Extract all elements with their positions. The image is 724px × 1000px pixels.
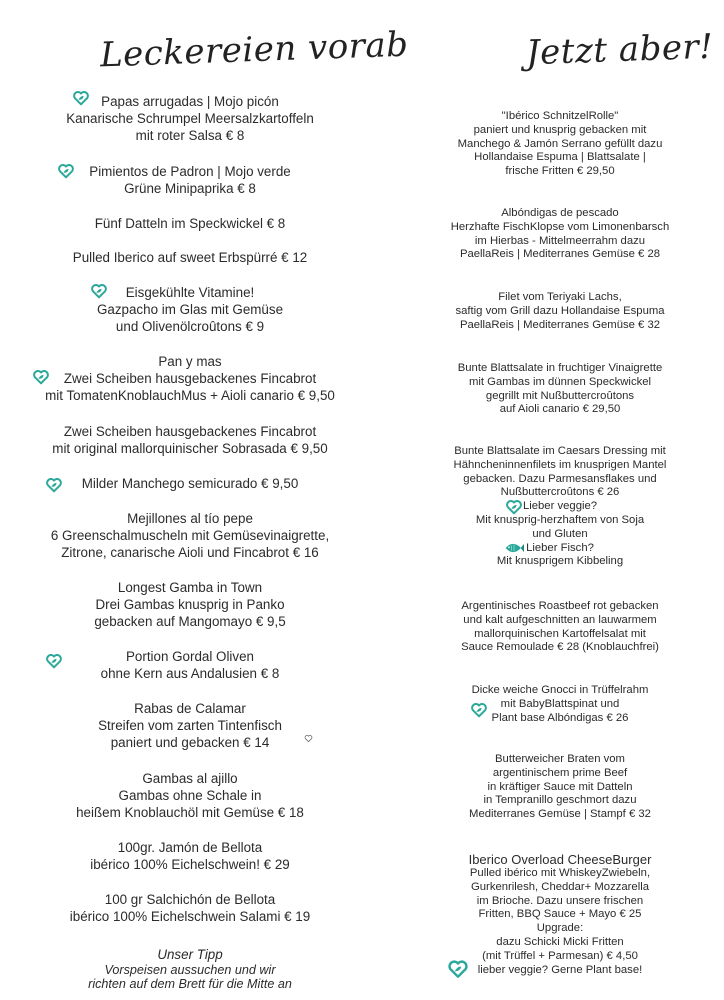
menu-item	[410, 291, 710, 332]
item-line: Zitrone, canarische Aioli und Fincabrot € 16	[61, 545, 319, 561]
item-line: 100 gr Salchichón de Bellota	[104, 892, 276, 907]
item-line: Gurkenrilesh, Cheddar+ Mozzarella	[470, 880, 649, 893]
item-line: Hollandaise Espuma | Blattsalate |	[474, 151, 646, 164]
item-line: Sauce Remoulade € 28 (Knoblauchfrei)	[461, 641, 659, 654]
tip-title: Unser Tipp	[157, 947, 223, 962]
item-line: Herzhafte FischKlopse vom Limonenbarsch	[450, 220, 670, 233]
small-heart-outline-icon	[304, 734, 313, 743]
item-line: PaellaReis | Mediterranes Gemüse € 32	[459, 318, 661, 331]
menu-item	[410, 110, 710, 179]
left-section-heading: Leckereien vorab	[99, 24, 410, 76]
menu-item	[410, 362, 710, 417]
item-line: Lieber veggie?	[522, 500, 598, 513]
item-line: Nußbuttercroûtons € 26	[500, 486, 620, 499]
item-line: argentinischem prime Beef	[492, 766, 628, 779]
fish-icon	[504, 541, 524, 555]
item-line: gegrillt mit Nußbuttercroûtons	[485, 389, 635, 402]
menu-item	[410, 207, 710, 262]
item-line: Dicke weiche Gnocci in Trüffelrahm	[471, 684, 649, 696]
menu-item	[410, 684, 710, 725]
item-line: 100gr. Jamón de Bellota	[117, 840, 263, 855]
item-line: Grüne Minipaprika € 8	[124, 181, 256, 197]
item-line: Manchego & Jamón Serrano gefüllt dazu	[457, 137, 663, 150]
item-line: Eisgekühlte Vitamine!	[125, 285, 255, 300]
item-line: Pulled ibérico mit WhiskeyZwiebeln,	[469, 867, 651, 879]
item-line: Milder Manchego semicurado € 9,50	[81, 476, 299, 491]
veggie-heart-icon	[470, 701, 488, 719]
item-line: "Ibérico SchnitzelRolle"	[501, 110, 619, 122]
item-line: gebacken auf Mangomayo € 9,5	[94, 614, 286, 630]
item-line: Longest Gamba in Town	[117, 580, 263, 595]
item-line: Pan y mas	[158, 354, 222, 369]
item-line: Mejillones al tío pepe	[127, 511, 253, 526]
item-line: Rabas de Calamar	[134, 701, 246, 716]
item-line: mit BabyBlattspinat und	[500, 697, 620, 710]
item-line: lieber veggie? Gerne Plant base!	[477, 963, 643, 976]
item-line: frische Fritten € 29,50	[505, 165, 615, 178]
menu-item	[20, 770, 360, 822]
veggie-heart-icon	[57, 162, 75, 180]
menu-item	[410, 445, 710, 569]
item-line: Mediterranes Gemüse | Stampf € 32	[469, 808, 651, 821]
tip-line: richten auf dem Brett für die Mitte an	[88, 977, 292, 992]
menu-item	[20, 839, 360, 873]
item-line: dazu Schicki Micki Fritten	[496, 935, 624, 948]
veggie-heart-icon	[90, 282, 108, 300]
item-line: mallorquinischen Kartoffelsalat mit	[474, 627, 646, 640]
item-line: Portion Gordal Oliven	[125, 649, 254, 664]
item-line: Zwei Scheiben hausgebackenes Fincabrot	[63, 371, 317, 387]
right-section-heading: Jetzt aber!	[525, 26, 715, 74]
veggie-heart-icon	[72, 89, 90, 107]
item-line: im Hierbas - Mittelmeerrahm dazu	[474, 234, 646, 247]
menu-item	[20, 510, 360, 562]
item-line: saftig vom Grill dazu Hollandaise Espuma	[455, 304, 665, 317]
item-line: Mit knusprig-herzhaftem von Soja	[475, 513, 645, 526]
veggie-heart-icon	[447, 958, 469, 980]
item-line: mit Gambas im dünnen Speckwickel	[468, 375, 652, 388]
menu-item	[20, 891, 360, 925]
item-line: Albóndigas de pescado	[501, 207, 619, 219]
menu-item	[20, 423, 360, 457]
item-line: Gambas al ajillo	[142, 771, 238, 786]
item-line: auf Aioli canario € 29,50	[499, 403, 621, 416]
item-line: Lieber Fisch?	[526, 541, 594, 554]
veggie-heart-icon	[45, 476, 63, 494]
menu-item	[20, 284, 360, 336]
menu-item	[20, 93, 360, 145]
menu-item	[20, 648, 360, 682]
tip-box	[20, 946, 360, 991]
veggie-heart-icon	[45, 652, 63, 670]
item-line: Gambas ohne Schale in	[118, 788, 262, 804]
item-line: in kräftiger Sauce mit Datteln	[487, 780, 633, 793]
item-line: ibérico 100% Eichelschwein! € 29	[90, 857, 290, 873]
veggie-heart-icon	[32, 368, 50, 386]
item-line: Fünf Datteln im Speckwickel € 8	[94, 216, 286, 231]
menu-item	[20, 475, 360, 492]
item-line: und Olivenölcroûtons € 9	[115, 319, 265, 335]
item-line: PaellaReis | Mediterranes Gemüse € 28	[459, 248, 661, 261]
veggie-heart-icon	[505, 498, 523, 516]
menu-item	[20, 579, 360, 631]
item-line: Iberico Overload CheeseBurger	[468, 852, 652, 867]
item-line: Hähncheninnenfilets im knusprigen Mantel	[453, 458, 667, 471]
item-line: Argentinisches Roastbeef rot gebacken	[461, 600, 659, 612]
menu-item	[20, 215, 360, 232]
item-line: Upgrade:	[536, 922, 584, 935]
item-line: 6 Greenschalmuscheln mit Gemüsevinaigrette,	[50, 528, 330, 544]
item-line: Bunte Blattsalate in fruchtiger Vinaigrette	[457, 362, 663, 374]
item-line: mit roter Salsa € 8	[135, 128, 245, 144]
menu-item	[20, 353, 360, 405]
item-line: mit TomatenKnoblauchMus + Aioli canario € 9,50	[45, 388, 335, 404]
item-line: Pulled Iberico auf sweet Erbspürré € 12	[72, 250, 308, 265]
item-line: Kanarische Schrumpel Meersalzkartoffeln	[66, 111, 314, 127]
item-line: Pimientos de Padron | Mojo verde	[89, 164, 291, 179]
menu-item	[410, 753, 710, 822]
item-line: in Tempranillo geschmort dazu	[483, 794, 637, 807]
item-line: Plant base Albóndigas € 26	[491, 711, 629, 724]
item-line: Filet vom Teriyaki Lachs,	[498, 291, 622, 303]
menu-item	[20, 249, 360, 266]
item-line: paniert und gebacken € 14	[110, 735, 270, 751]
item-line: Papas arrugadas | Mojo picón	[101, 94, 279, 109]
item-line: ibérico 100% Eichelschwein Salami € 19	[69, 909, 311, 925]
item-line: Bunte Blattsalate im Caesars Dressing mit	[454, 445, 666, 457]
menu-item	[20, 700, 360, 752]
item-line: Mit knusprigem Kibbeling	[496, 555, 624, 568]
item-line: heißem Knoblauchöl mit Gemüse € 18	[76, 805, 304, 821]
item-line: Gazpacho im Glas mit Gemüse	[96, 302, 284, 318]
menu-item	[410, 600, 710, 655]
tip-line: Vorspeisen aussuchen und wir	[104, 963, 276, 978]
item-line: Fritten, BBQ Sauce + Mayo € 25	[478, 908, 642, 921]
item-line: mit original mallorquinischer Sobrasada € 9,50	[52, 441, 328, 457]
item-line: Butterweicher Braten vom	[495, 753, 625, 765]
item-line: und Gluten	[532, 527, 588, 540]
item-line: und kalt aufgeschnitten an lauwarmem	[463, 613, 657, 626]
item-line: paniert und knusprig gebacken mit	[473, 123, 647, 136]
item-line: im Brioche. Dazu unsere frischen	[476, 894, 644, 907]
item-line: Drei Gambas knusprig in Panko	[95, 597, 285, 613]
item-line: gebacken. Dazu Parmesansflakes und	[463, 472, 657, 485]
item-line: ohne Kern aus Andalusien € 8	[100, 666, 280, 682]
item-line: Zwei Scheiben hausgebackenes Fincabrot	[63, 424, 317, 439]
item-line: (mit Trüffel + Parmesan) € 4,50	[482, 949, 638, 962]
item-line: Streifen vom zarten Tintenfisch	[98, 718, 282, 734]
